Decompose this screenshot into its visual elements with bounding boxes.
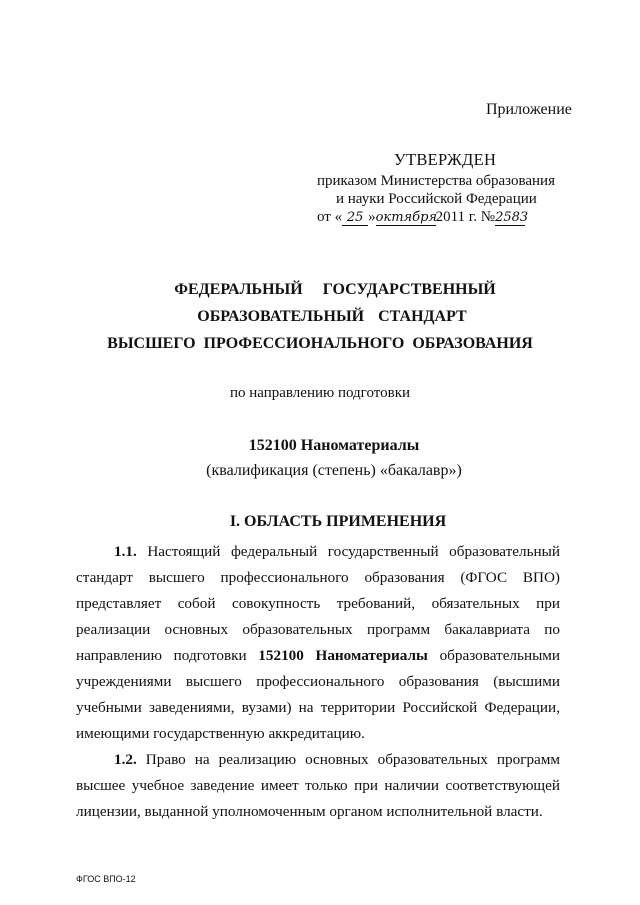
paragraph-1-1 <box>76 539 560 747</box>
direction-label: по направлению подготовки <box>229 385 411 401</box>
paragraph-line: стандарт высшего профессионального образования (ФГОС ВПО) <box>76 569 560 586</box>
paragraph-text: образовательными <box>439 647 561 664</box>
section-heading: I. ОБЛАСТЬ ПРИМЕНЕНИЯ <box>229 513 447 530</box>
date-prefix: от « <box>317 209 343 225</box>
paragraph-text: Право на реализацию основных образовательных программ <box>145 751 561 768</box>
paragraph-line <box>76 747 560 773</box>
paragraph-1-2 <box>76 747 560 825</box>
title-line-3: ВЫСШЕГО ПРОФЕССИОНАЛЬНОГО ОБРАЗОВАНИЯ <box>107 335 533 352</box>
paragraph-line: реализации основных образовательных программ бакалавриата по <box>76 621 560 638</box>
specialty-title: 152100 Наноматериалы <box>248 437 420 454</box>
paragraph-line: учебными заведениями, вузами) на территории Российской Федерации, <box>76 699 560 716</box>
paragraph-number: 1.1. <box>114 543 137 560</box>
paragraph-line <box>76 643 560 669</box>
order-line-2: и науки Российской Федерации <box>336 191 537 207</box>
paragraph-line <box>76 539 560 565</box>
paragraph-number: 1.2. <box>114 751 137 768</box>
paragraph-line: высшее учебное заведение имеет только при наличии соответствующей <box>76 777 560 794</box>
paragraph-text: Настоящий федеральный государственный образовательный <box>147 543 560 560</box>
footer-code: ФГОС ВПО-12 <box>76 874 136 884</box>
paragraph-line: учреждениями высшего профессионального образования (высшими <box>76 673 560 690</box>
paragraph-line: имеющими государственную аккредитацию. <box>76 725 365 742</box>
date-month: октября <box>375 210 437 225</box>
date-year: 2011 г. № <box>435 209 496 225</box>
paragraph-line: представляет собой совокупность требований, обязательных при <box>76 595 560 612</box>
approved-label: УТВЕРЖДЕН <box>394 150 497 169</box>
date-day: 25 <box>342 211 368 226</box>
appendix-label: Приложение <box>486 101 572 118</box>
specialty-inline: 152100 Наноматериалы <box>258 647 428 664</box>
paragraph-text: направлению подготовки <box>76 647 247 664</box>
title-line-2: ОБРАЗОВАТЕЛЬНЫЙ СТАНДАРТ <box>197 308 467 325</box>
qualification-label: (квалификация (степень) «бакалавр») <box>206 462 462 479</box>
order-number: 2583 <box>495 210 529 225</box>
paragraph-line: лицензии, выданной уполномоченным органом исполнительной власти. <box>76 803 543 820</box>
date-mid: » <box>368 209 376 225</box>
order-line-1: приказом Министерства образования <box>317 173 555 189</box>
order-date-line <box>317 209 529 226</box>
title-line-1: ФЕДЕРАЛЬНЫЙ ГОСУДАРСТВЕННЫЙ <box>174 281 496 298</box>
